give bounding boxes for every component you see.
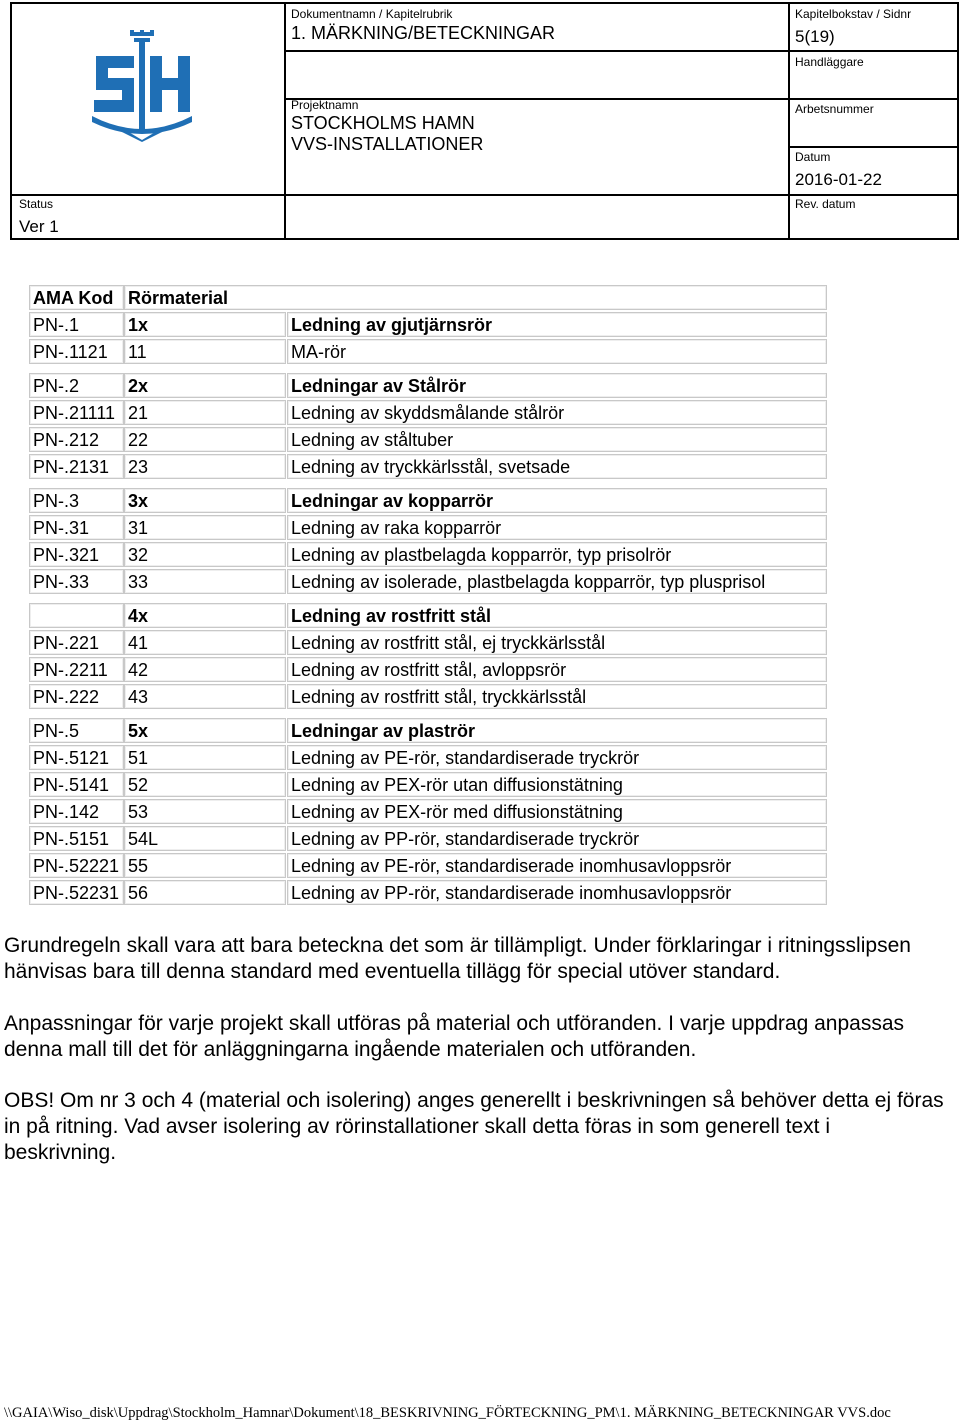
date-value: 2016-01-22 <box>795 170 882 189</box>
material-number-cell: 5x <box>124 718 286 743</box>
revision-date-label: Rev. datum <box>795 197 856 211</box>
description-cell: Ledning av gjutjärnsrör <box>287 312 827 337</box>
table-row <box>29 454 827 480</box>
material-number-cell: 51 <box>124 745 286 770</box>
description-cell: MA-rör <box>287 339 827 364</box>
divider <box>788 146 959 148</box>
material-number-cell: 33 <box>124 569 286 594</box>
document-name-label: Dokumentnamn / Kapitelrubrik <box>291 7 453 21</box>
table-row <box>29 312 827 338</box>
column-header-material: Rörmaterial <box>124 285 827 310</box>
ama-code-cell: PN-.52231 <box>29 880 124 905</box>
description-cell: Ledning av ståltuber <box>287 427 827 452</box>
table-row <box>29 826 827 852</box>
material-number-cell: 31 <box>124 515 286 540</box>
paragraph-adaptation: Anpassningar för varje projekt skall utföras på material och utföranden. I varje uppdrag anpassas denna mall till det för anläggningarna ingående materialen och utföranden. <box>4 1012 905 1061</box>
description-cell: Ledning av PEX-rör utan diffusionstätning <box>287 772 827 797</box>
description-cell: Ledning av rostfritt stål, ej tryckkärlsstål <box>287 630 827 655</box>
description-cell: Ledning av rostfritt stål, avloppsrör <box>287 657 827 682</box>
description-cell: Ledning av PP-rör, standardiserade inomhusavloppsrör <box>287 880 827 905</box>
material-number-cell: 2x <box>124 373 286 398</box>
ama-code-cell: PN-.5121 <box>29 745 124 770</box>
material-number-cell: 4x <box>124 603 286 628</box>
material-number-cell: 55 <box>124 853 286 878</box>
status-label: Status <box>19 197 54 211</box>
status-value: Ver 1 <box>19 217 59 236</box>
ama-code-cell: PN-.5151 <box>29 826 124 851</box>
material-number-cell: 52 <box>124 772 286 797</box>
material-number-cell: 3x <box>124 488 286 513</box>
table-row <box>29 630 827 656</box>
table-row <box>29 542 827 568</box>
project-name-line1: STOCKHOLMS HAMN <box>291 113 475 133</box>
table-row <box>29 373 827 399</box>
material-number-cell: 1x <box>124 312 286 337</box>
document-title: 1. MÄRKNING/BETECKNINGAR <box>291 23 556 43</box>
page-number: 5(19) <box>795 27 835 46</box>
material-number-cell: 11 <box>124 339 286 364</box>
description-cell: Ledning av raka kopparrör <box>287 515 827 540</box>
project-label: Projektnamn <box>291 98 359 112</box>
description-cell: Ledning av PP-rör, standardiserade tryckrör <box>287 826 827 851</box>
description-cell: Ledning av rostfritt stål <box>287 603 827 628</box>
ama-code-cell: PN-.212 <box>29 427 124 452</box>
material-number-cell: 32 <box>124 542 286 567</box>
table-row <box>29 657 827 683</box>
table-row <box>29 684 827 710</box>
job-number-label: Arbetsnummer <box>795 102 874 116</box>
description-cell: Ledning av skyddsmålande stålrör <box>287 400 827 425</box>
ama-code-cell: PN-.21111 <box>29 400 124 425</box>
page-label: Kapitelbokstav / Sidnr <box>795 7 912 21</box>
material-number-cell: 42 <box>124 657 286 682</box>
table-row <box>29 400 827 426</box>
divider <box>284 50 959 52</box>
ama-code-cell <box>29 603 124 628</box>
material-number-cell: 22 <box>124 427 286 452</box>
description-cell: Ledning av PE-rör, standardiserade inomhusavloppsrör <box>287 853 827 878</box>
table-row <box>29 880 827 906</box>
table-row <box>29 799 827 825</box>
handler-label: Handläggare <box>795 55 864 69</box>
project-name-line2: VVS-INSTALLATIONER <box>291 134 484 154</box>
description-cell: Ledning av isolerade, plastbelagda kopparrör, typ plusprisol <box>287 569 827 594</box>
description-cell: Ledningar av plaströr <box>287 718 827 743</box>
table-row <box>29 515 827 541</box>
description-cell: Ledning av PEX-rör med diffusionstätning <box>287 799 827 824</box>
divider <box>284 98 959 100</box>
ama-code-cell: PN-.31 <box>29 515 124 540</box>
material-number-cell: 21 <box>124 400 286 425</box>
ama-code-cell: PN-.1 <box>29 312 124 337</box>
date-label: Datum <box>795 150 831 164</box>
description-cell: Ledning av tryckkärlsstål, svetsade <box>287 454 827 479</box>
ama-code-cell: PN-.221 <box>29 630 124 655</box>
material-number-cell: 23 <box>124 454 286 479</box>
table-header-row <box>29 285 827 311</box>
table-row <box>29 718 827 744</box>
ama-code-cell: PN-.2131 <box>29 454 124 479</box>
ama-code-cell: PN-.2 <box>29 373 124 398</box>
ama-code-cell: PN-.222 <box>29 684 124 709</box>
description-cell: Ledningar av Stålrör <box>287 373 827 398</box>
table-row <box>29 488 827 514</box>
ama-code-cell: PN-.52221 <box>29 853 124 878</box>
material-number-cell: 53 <box>124 799 286 824</box>
ama-code-cell: PN-.33 <box>29 569 124 594</box>
table-row <box>29 853 827 879</box>
table-row <box>29 339 827 365</box>
stockholms-hamn-logo <box>82 30 202 142</box>
description-cell: Ledningar av kopparrör <box>287 488 827 513</box>
material-number-cell: 56 <box>124 880 286 905</box>
column-header-code: AMA Kod <box>29 285 124 310</box>
ama-code-cell: PN-.1121 <box>29 339 124 364</box>
table-row <box>29 745 827 771</box>
paragraph-rule: Grundregeln skall vara att bara beteckna det som är tillämpligt. Under förklaringar i ritningsslipsen hänvisas bara till denna standard med eventuella tillägg för special utöver standard. <box>4 934 911 983</box>
table-row <box>29 603 827 629</box>
divider <box>12 194 959 196</box>
table-row <box>29 427 827 453</box>
material-number-cell: 43 <box>124 684 286 709</box>
table-row <box>29 569 827 595</box>
ama-code-cell: PN-.3 <box>29 488 124 513</box>
ama-code-cell: PN-.2211 <box>29 657 124 682</box>
description-cell: Ledning av PE-rör, standardiserade tryckrör <box>287 745 827 770</box>
table-row <box>29 772 827 798</box>
ama-code-cell: PN-.5 <box>29 718 124 743</box>
material-number-cell: 54L <box>124 826 286 851</box>
divider <box>284 4 286 238</box>
paragraph-note: OBS! Om nr 3 och 4 (material och isolering) anges generellt i beskrivningen så behöver detta ej föras in på ritning. Vad avser isolering av rörinstallationer skall detta föras in som generell text i beskrivning. <box>4 1089 944 1164</box>
ama-code-cell: PN-.5141 <box>29 772 124 797</box>
description-cell: Ledning av rostfritt stål, tryckkärlsstål <box>287 684 827 709</box>
ama-code-cell: PN-.142 <box>29 799 124 824</box>
material-number-cell: 41 <box>124 630 286 655</box>
description-cell: Ledning av plastbelagda kopparrör, typ prisolrör <box>287 542 827 567</box>
ama-code-cell: PN-.321 <box>29 542 124 567</box>
file-path-footer: \\GAIA\Wiso_disk\Uppdrag\Stockholm_Hamnar\Dokument\18_BESKRIVNING_FÖRTECKNING_PM\1. MÄRKNING_BETECKNINGAR VVS.doc <box>4 1405 891 1421</box>
divider <box>788 4 790 238</box>
